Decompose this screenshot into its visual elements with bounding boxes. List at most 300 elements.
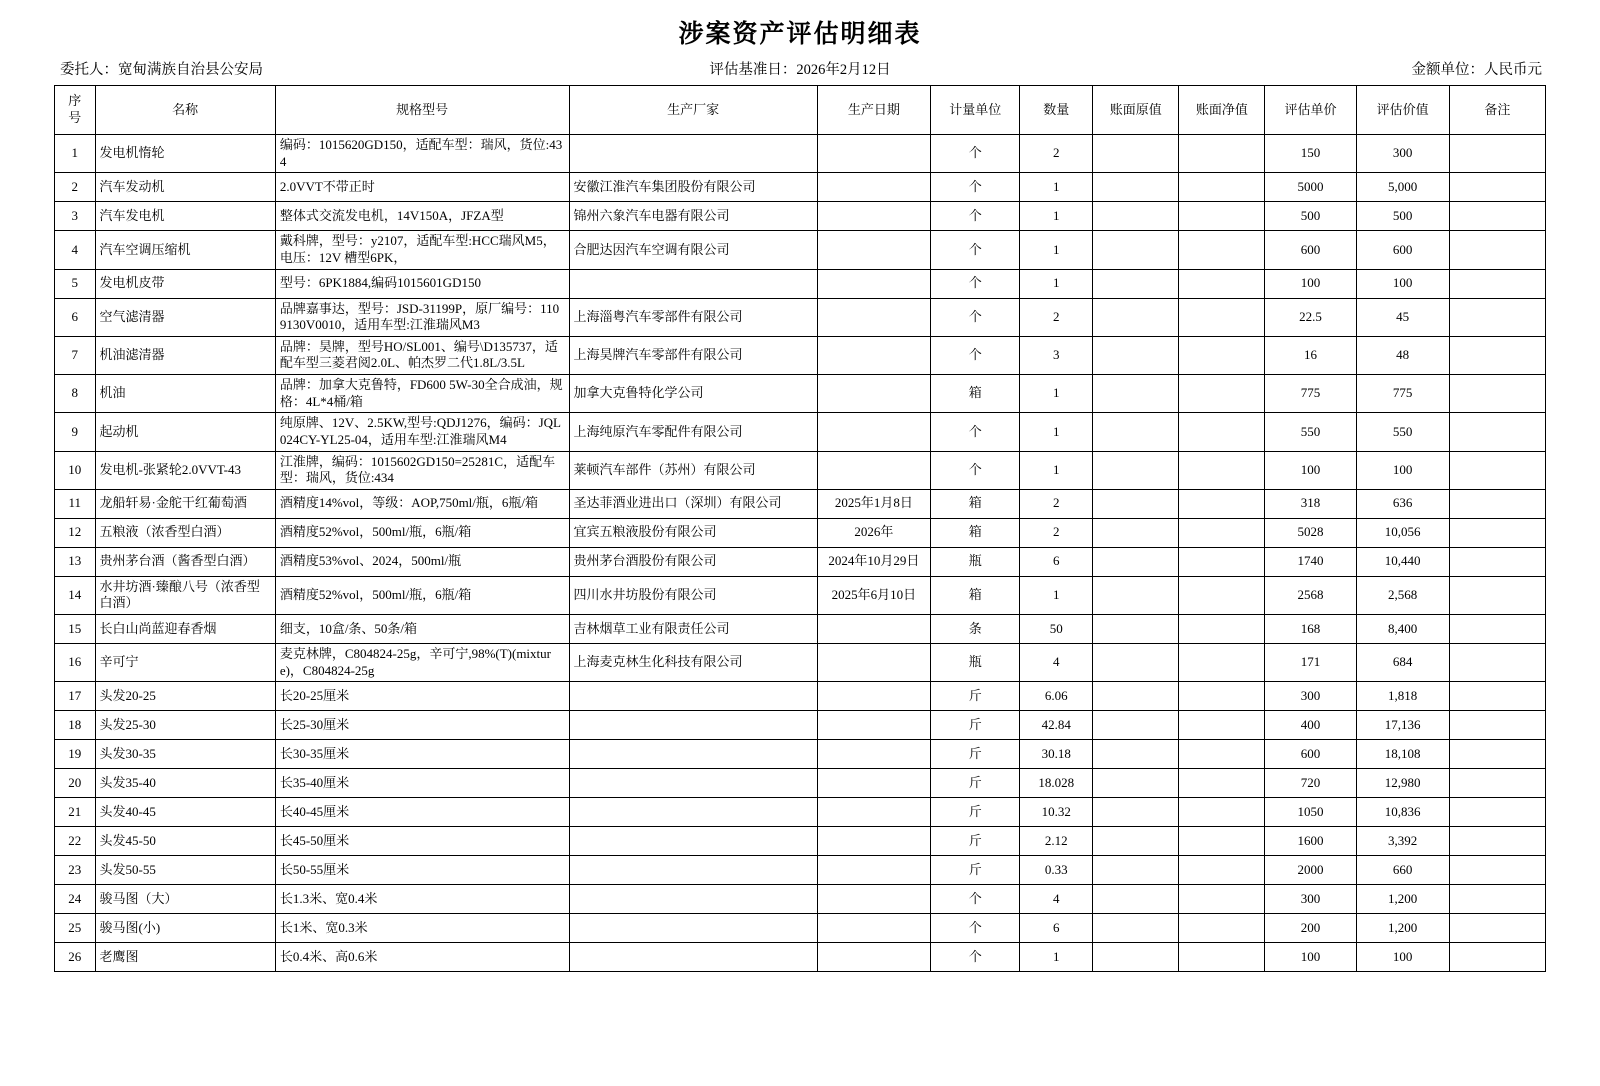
cell-produce-date: 2025年6月10日 xyxy=(817,576,930,614)
cell-quantity: 1 xyxy=(1020,413,1093,451)
cell-unit: 斤 xyxy=(931,740,1020,769)
cell-index: 15 xyxy=(55,615,96,644)
cell-produce-date xyxy=(817,615,930,644)
cell-quantity: 4 xyxy=(1020,885,1093,914)
cell-unit: 个 xyxy=(931,885,1020,914)
cell-produce-date xyxy=(817,711,930,740)
cell-remark xyxy=(1449,173,1545,202)
cell-remark xyxy=(1449,856,1545,885)
cell-remark xyxy=(1449,547,1545,576)
cell-unit-price: 2568 xyxy=(1265,576,1356,614)
cell-unit: 条 xyxy=(931,615,1020,644)
column-header-book-net: 账面净值 xyxy=(1179,86,1265,135)
cell-unit-price: 200 xyxy=(1265,914,1356,943)
cell-manufacturer xyxy=(569,269,817,298)
cell-manufacturer: 吉林烟草工业有限责任公司 xyxy=(569,615,817,644)
cell-index: 16 xyxy=(55,644,96,682)
cell-remark xyxy=(1449,231,1545,269)
cell-remark xyxy=(1449,615,1545,644)
cell-remark xyxy=(1449,798,1545,827)
table-row xyxy=(55,615,1546,644)
cell-produce-date: 2024年10月29日 xyxy=(817,547,930,576)
cell-manufacturer: 上海淄粤汽车零部件有限公司 xyxy=(569,298,817,336)
cell-produce-date xyxy=(817,451,930,489)
cell-unit: 瓶 xyxy=(931,547,1020,576)
cell-manufacturer: 上海麦克林生化科技有限公司 xyxy=(569,644,817,682)
table-row xyxy=(55,336,1546,374)
cell-unit: 个 xyxy=(931,413,1020,451)
cell-manufacturer xyxy=(569,914,817,943)
cell-name: 头发25-30 xyxy=(95,711,275,740)
cell-book-original xyxy=(1093,740,1179,769)
cell-manufacturer xyxy=(569,682,817,711)
cell-produce-date xyxy=(817,298,930,336)
cell-appraised-value: 2,568 xyxy=(1356,576,1449,614)
cell-manufacturer xyxy=(569,885,817,914)
cell-appraised-value: 10,836 xyxy=(1356,798,1449,827)
cell-quantity: 18.028 xyxy=(1020,769,1093,798)
cell-manufacturer: 锦州六象汽车电器有限公司 xyxy=(569,202,817,231)
column-header-unit-price: 评估单价 xyxy=(1265,86,1356,135)
cell-unit: 箱 xyxy=(931,375,1020,413)
cell-appraised-value: 12,980 xyxy=(1356,769,1449,798)
cell-name: 发电机-张紧轮2.0VVT-43 xyxy=(95,451,275,489)
cell-book-original xyxy=(1093,682,1179,711)
cell-unit-price: 300 xyxy=(1265,682,1356,711)
cell-spec: 麦克林牌，C804824-25g，辛可宁,98%(T)(mixture)，C804824-25g xyxy=(275,644,569,682)
cell-manufacturer: 加拿大克鲁特化学公司 xyxy=(569,375,817,413)
table-row xyxy=(55,682,1546,711)
cell-unit: 个 xyxy=(931,202,1020,231)
cell-remark xyxy=(1449,740,1545,769)
cell-appraised-value: 10,056 xyxy=(1356,518,1449,547)
cell-name: 汽车空调压缩机 xyxy=(95,231,275,269)
cell-manufacturer: 莱顿汽车部件（苏州）有限公司 xyxy=(569,451,817,489)
cell-unit-price: 500 xyxy=(1265,202,1356,231)
cell-quantity: 42.84 xyxy=(1020,711,1093,740)
cell-remark xyxy=(1449,769,1545,798)
cell-unit: 个 xyxy=(931,298,1020,336)
cell-remark xyxy=(1449,943,1545,972)
cell-index: 6 xyxy=(55,298,96,336)
cell-quantity: 2 xyxy=(1020,135,1093,173)
cell-unit: 个 xyxy=(931,135,1020,173)
cell-book-original xyxy=(1093,336,1179,374)
base-date-label: 评估基准日：2026年2月12日 xyxy=(709,62,891,78)
cell-unit: 斤 xyxy=(931,827,1020,856)
cell-appraised-value: 660 xyxy=(1356,856,1449,885)
cell-unit-price: 5028 xyxy=(1265,518,1356,547)
cell-spec: 长30-35厘米 xyxy=(275,740,569,769)
cell-unit: 箱 xyxy=(931,576,1020,614)
cell-book-net xyxy=(1179,576,1265,614)
cell-quantity: 2.12 xyxy=(1020,827,1093,856)
cell-remark xyxy=(1449,202,1545,231)
cell-quantity: 1 xyxy=(1020,576,1093,614)
table-row xyxy=(55,518,1546,547)
cell-remark xyxy=(1449,413,1545,451)
cell-appraised-value: 45 xyxy=(1356,298,1449,336)
table-row xyxy=(55,914,1546,943)
column-header-name: 名称 xyxy=(95,86,275,135)
table-header xyxy=(55,86,1546,135)
cell-produce-date: 2025年1月8日 xyxy=(817,489,930,518)
cell-spec: 长1.3米、宽0.4米 xyxy=(275,885,569,914)
cell-index: 12 xyxy=(55,518,96,547)
cell-book-original xyxy=(1093,298,1179,336)
cell-name: 头发45-50 xyxy=(95,827,275,856)
cell-book-original xyxy=(1093,943,1179,972)
cell-appraised-value: 600 xyxy=(1356,231,1449,269)
cell-index: 1 xyxy=(55,135,96,173)
currency-unit-label: 金额单位：人民币元 xyxy=(1411,62,1542,78)
table-row xyxy=(55,413,1546,451)
cell-index: 26 xyxy=(55,943,96,972)
cell-index: 20 xyxy=(55,769,96,798)
cell-manufacturer xyxy=(569,740,817,769)
cell-produce-date xyxy=(817,413,930,451)
cell-remark xyxy=(1449,644,1545,682)
cell-unit: 斤 xyxy=(931,682,1020,711)
cell-book-net xyxy=(1179,518,1265,547)
table-header-row xyxy=(55,86,1546,135)
cell-manufacturer: 合肥达因汽车空调有限公司 xyxy=(569,231,817,269)
cell-book-net xyxy=(1179,135,1265,173)
cell-book-original xyxy=(1093,202,1179,231)
cell-unit-price: 400 xyxy=(1265,711,1356,740)
cell-index: 11 xyxy=(55,489,96,518)
cell-unit-price: 550 xyxy=(1265,413,1356,451)
cell-manufacturer: 贵州茅台酒股份有限公司 xyxy=(569,547,817,576)
client-label: 委托人：宽甸满族自治县公安局 xyxy=(60,62,263,78)
asset-detail-table xyxy=(54,85,1546,972)
table-row xyxy=(55,173,1546,202)
cell-book-original xyxy=(1093,576,1179,614)
table-row xyxy=(55,269,1546,298)
cell-index: 2 xyxy=(55,173,96,202)
cell-produce-date: 2026年 xyxy=(817,518,930,547)
cell-name: 汽车发电机 xyxy=(95,202,275,231)
column-header-spec: 规格型号 xyxy=(275,86,569,135)
cell-appraised-value: 17,136 xyxy=(1356,711,1449,740)
cell-unit: 个 xyxy=(931,336,1020,374)
cell-appraised-value: 100 xyxy=(1356,269,1449,298)
cell-book-original xyxy=(1093,827,1179,856)
cell-produce-date xyxy=(817,336,930,374)
cell-unit: 个 xyxy=(931,451,1020,489)
cell-spec: 长0.4米、高0.6米 xyxy=(275,943,569,972)
cell-book-net xyxy=(1179,202,1265,231)
cell-produce-date xyxy=(817,135,930,173)
cell-book-net xyxy=(1179,740,1265,769)
cell-index: 22 xyxy=(55,827,96,856)
table-body xyxy=(55,135,1546,972)
cell-unit: 瓶 xyxy=(931,644,1020,682)
cell-quantity: 2 xyxy=(1020,489,1093,518)
cell-remark xyxy=(1449,682,1545,711)
cell-quantity: 6.06 xyxy=(1020,682,1093,711)
table-row xyxy=(55,298,1546,336)
cell-quantity: 1 xyxy=(1020,173,1093,202)
cell-appraised-value: 300 xyxy=(1356,135,1449,173)
table-row xyxy=(55,231,1546,269)
cell-quantity: 1 xyxy=(1020,451,1093,489)
cell-remark xyxy=(1449,375,1545,413)
cell-book-net xyxy=(1179,375,1265,413)
cell-remark xyxy=(1449,489,1545,518)
table-row xyxy=(55,885,1546,914)
cell-remark xyxy=(1449,269,1545,298)
cell-book-original xyxy=(1093,489,1179,518)
cell-spec: 2.0VVT不带正时 xyxy=(275,173,569,202)
cell-unit: 个 xyxy=(931,914,1020,943)
cell-manufacturer xyxy=(569,135,817,173)
cell-unit-price: 600 xyxy=(1265,740,1356,769)
cell-book-original xyxy=(1093,375,1179,413)
table-row xyxy=(55,740,1546,769)
cell-name: 骏马图(小) xyxy=(95,914,275,943)
cell-manufacturer xyxy=(569,798,817,827)
cell-book-net xyxy=(1179,711,1265,740)
cell-spec: 品牌：加拿大克鲁特，FD600 5W-30全合成油，规格：4L*4桶/箱 xyxy=(275,375,569,413)
cell-spec: 长1米、宽0.3米 xyxy=(275,914,569,943)
cell-name: 辛可宁 xyxy=(95,644,275,682)
cell-book-original xyxy=(1093,914,1179,943)
cell-index: 14 xyxy=(55,576,96,614)
cell-manufacturer xyxy=(569,856,817,885)
cell-manufacturer xyxy=(569,769,817,798)
cell-book-net xyxy=(1179,644,1265,682)
column-header-appraised-value: 评估价值 xyxy=(1356,86,1449,135)
cell-appraised-value: 636 xyxy=(1356,489,1449,518)
cell-spec: 长45-50厘米 xyxy=(275,827,569,856)
cell-quantity: 1 xyxy=(1020,375,1093,413)
cell-name: 头发50-55 xyxy=(95,856,275,885)
cell-unit-price: 100 xyxy=(1265,943,1356,972)
cell-produce-date xyxy=(817,202,930,231)
cell-book-original xyxy=(1093,269,1179,298)
cell-unit-price: 600 xyxy=(1265,231,1356,269)
cell-name: 长白山尚蓝迎春香烟 xyxy=(95,615,275,644)
cell-unit-price: 16 xyxy=(1265,336,1356,374)
cell-index: 3 xyxy=(55,202,96,231)
cell-name: 空气滤清器 xyxy=(95,298,275,336)
cell-book-original xyxy=(1093,413,1179,451)
cell-spec: 长40-45厘米 xyxy=(275,798,569,827)
cell-produce-date xyxy=(817,885,930,914)
cell-spec: 长20-25厘米 xyxy=(275,682,569,711)
cell-produce-date xyxy=(817,173,930,202)
cell-appraised-value: 18,108 xyxy=(1356,740,1449,769)
cell-spec: 长50-55厘米 xyxy=(275,856,569,885)
column-header-book-original: 账面原值 xyxy=(1093,86,1179,135)
cell-quantity: 30.18 xyxy=(1020,740,1093,769)
cell-book-net xyxy=(1179,451,1265,489)
cell-name: 发电机皮带 xyxy=(95,269,275,298)
table-row xyxy=(55,451,1546,489)
cell-book-net xyxy=(1179,231,1265,269)
column-header-unit: 计量单位 xyxy=(931,86,1020,135)
cell-book-original xyxy=(1093,644,1179,682)
cell-quantity: 1 xyxy=(1020,943,1093,972)
cell-produce-date xyxy=(817,798,930,827)
cell-name: 贵州茅台酒（酱香型白酒） xyxy=(95,547,275,576)
cell-unit: 斤 xyxy=(931,711,1020,740)
cell-quantity: 2 xyxy=(1020,518,1093,547)
cell-spec: 酒精度52%vol，500ml/瓶，6瓶/箱 xyxy=(275,518,569,547)
cell-name: 头发20-25 xyxy=(95,682,275,711)
cell-unit: 箱 xyxy=(931,518,1020,547)
column-header-index-line2: 号 xyxy=(68,110,82,125)
cell-name: 头发40-45 xyxy=(95,798,275,827)
cell-produce-date xyxy=(817,644,930,682)
cell-index: 23 xyxy=(55,856,96,885)
cell-book-net xyxy=(1179,413,1265,451)
table-row xyxy=(55,547,1546,576)
cell-unit-price: 300 xyxy=(1265,885,1356,914)
cell-book-net xyxy=(1179,798,1265,827)
cell-appraised-value: 775 xyxy=(1356,375,1449,413)
document-meta xyxy=(30,58,1570,80)
cell-unit-price: 318 xyxy=(1265,489,1356,518)
cell-quantity: 1 xyxy=(1020,231,1093,269)
cell-unit: 斤 xyxy=(931,798,1020,827)
cell-index: 25 xyxy=(55,914,96,943)
cell-name: 五粮液（浓香型白酒） xyxy=(95,518,275,547)
cell-book-net xyxy=(1179,885,1265,914)
cell-unit-price: 775 xyxy=(1265,375,1356,413)
cell-produce-date xyxy=(817,914,930,943)
cell-book-net xyxy=(1179,298,1265,336)
cell-spec: 长35-40厘米 xyxy=(275,769,569,798)
cell-produce-date xyxy=(817,375,930,413)
cell-remark xyxy=(1449,576,1545,614)
cell-remark xyxy=(1449,827,1545,856)
cell-appraised-value: 3,392 xyxy=(1356,827,1449,856)
column-header-index-line1: 序 xyxy=(68,93,82,109)
cell-book-original xyxy=(1093,885,1179,914)
cell-book-original xyxy=(1093,711,1179,740)
cell-name: 水井坊酒·臻酿八号（浓香型白酒） xyxy=(95,576,275,614)
cell-index: 10 xyxy=(55,451,96,489)
cell-unit-price: 100 xyxy=(1265,451,1356,489)
cell-name: 龙船轩易·金舵干红葡萄酒 xyxy=(95,489,275,518)
cell-produce-date xyxy=(817,231,930,269)
cell-index: 8 xyxy=(55,375,96,413)
cell-unit: 个 xyxy=(931,269,1020,298)
cell-remark xyxy=(1449,135,1545,173)
cell-produce-date xyxy=(817,682,930,711)
cell-spec: 细支，10盒/条、50条/箱 xyxy=(275,615,569,644)
table-row xyxy=(55,943,1546,972)
cell-index: 9 xyxy=(55,413,96,451)
table-row xyxy=(55,135,1546,173)
cell-book-original xyxy=(1093,518,1179,547)
cell-quantity: 6 xyxy=(1020,547,1093,576)
cell-index: 13 xyxy=(55,547,96,576)
page-title: 涉案资产评估明细表 xyxy=(678,21,922,48)
cell-remark xyxy=(1449,711,1545,740)
cell-appraised-value: 1,200 xyxy=(1356,914,1449,943)
cell-name: 头发35-40 xyxy=(95,769,275,798)
column-header-produce-date: 生产日期 xyxy=(817,86,930,135)
cell-index: 7 xyxy=(55,336,96,374)
cell-appraised-value: 100 xyxy=(1356,451,1449,489)
cell-appraised-value: 5,000 xyxy=(1356,173,1449,202)
cell-manufacturer: 上海纯原汽车零配件有限公司 xyxy=(569,413,817,451)
cell-appraised-value: 684 xyxy=(1356,644,1449,682)
cell-book-net xyxy=(1179,269,1265,298)
cell-book-net xyxy=(1179,547,1265,576)
cell-spec: 酒精度53%vol、2024，500ml/瓶 xyxy=(275,547,569,576)
cell-unit-price: 22.5 xyxy=(1265,298,1356,336)
cell-unit: 个 xyxy=(931,173,1020,202)
cell-produce-date xyxy=(817,943,930,972)
cell-book-net xyxy=(1179,615,1265,644)
column-header-quantity: 数量 xyxy=(1020,86,1093,135)
cell-spec: 品牌嘉事达，型号：JSD-31199P，原厂编号：1109130V0010，适用车型:江淮瑞风M3 xyxy=(275,298,569,336)
table-row xyxy=(55,644,1546,682)
cell-book-net xyxy=(1179,682,1265,711)
cell-unit-price: 100 xyxy=(1265,269,1356,298)
cell-name: 老鹰图 xyxy=(95,943,275,972)
cell-quantity: 6 xyxy=(1020,914,1093,943)
cell-unit-price: 720 xyxy=(1265,769,1356,798)
cell-manufacturer: 上海昊牌汽车零部件有限公司 xyxy=(569,336,817,374)
cell-produce-date xyxy=(817,856,930,885)
cell-book-original xyxy=(1093,547,1179,576)
cell-name: 机油 xyxy=(95,375,275,413)
cell-quantity: 0.33 xyxy=(1020,856,1093,885)
cell-appraised-value: 1,200 xyxy=(1356,885,1449,914)
cell-appraised-value: 1,818 xyxy=(1356,682,1449,711)
cell-spec: 酒精度52%vol，500ml/瓶，6瓶/箱 xyxy=(275,576,569,614)
table-row xyxy=(55,769,1546,798)
cell-spec: 整体式交流发电机，14V150A，JFZA型 xyxy=(275,202,569,231)
cell-remark xyxy=(1449,914,1545,943)
cell-unit: 斤 xyxy=(931,856,1020,885)
cell-unit: 个 xyxy=(931,231,1020,269)
cell-unit-price: 171 xyxy=(1265,644,1356,682)
cell-appraised-value: 500 xyxy=(1356,202,1449,231)
column-header-index xyxy=(55,86,96,135)
cell-spec: 纯原牌、12V、2.5KW,型号:QDJ1276，编码：JQL024CY-YL25-04，适用车型:江淮瑞风M4 xyxy=(275,413,569,451)
cell-name: 头发30-35 xyxy=(95,740,275,769)
cell-unit-price: 1740 xyxy=(1265,547,1356,576)
cell-manufacturer xyxy=(569,711,817,740)
cell-spec: 戴科牌，型号：y2107，适配车型:HCC瑞风M5，电压：12V 槽型6PK， xyxy=(275,231,569,269)
cell-manufacturer: 安徽江淮汽车集团股份有限公司 xyxy=(569,173,817,202)
table-row xyxy=(55,827,1546,856)
cell-remark xyxy=(1449,518,1545,547)
cell-name: 机油滤清器 xyxy=(95,336,275,374)
table-row xyxy=(55,711,1546,740)
cell-remark xyxy=(1449,336,1545,374)
cell-manufacturer: 四川水井坊股份有限公司 xyxy=(569,576,817,614)
cell-name: 汽车发动机 xyxy=(95,173,275,202)
cell-produce-date xyxy=(817,740,930,769)
cell-book-original xyxy=(1093,798,1179,827)
cell-produce-date xyxy=(817,769,930,798)
cell-book-original xyxy=(1093,173,1179,202)
cell-manufacturer xyxy=(569,827,817,856)
cell-produce-date xyxy=(817,827,930,856)
cell-index: 17 xyxy=(55,682,96,711)
cell-book-original xyxy=(1093,135,1179,173)
cell-book-net xyxy=(1179,943,1265,972)
cell-unit-price: 1050 xyxy=(1265,798,1356,827)
cell-index: 19 xyxy=(55,740,96,769)
